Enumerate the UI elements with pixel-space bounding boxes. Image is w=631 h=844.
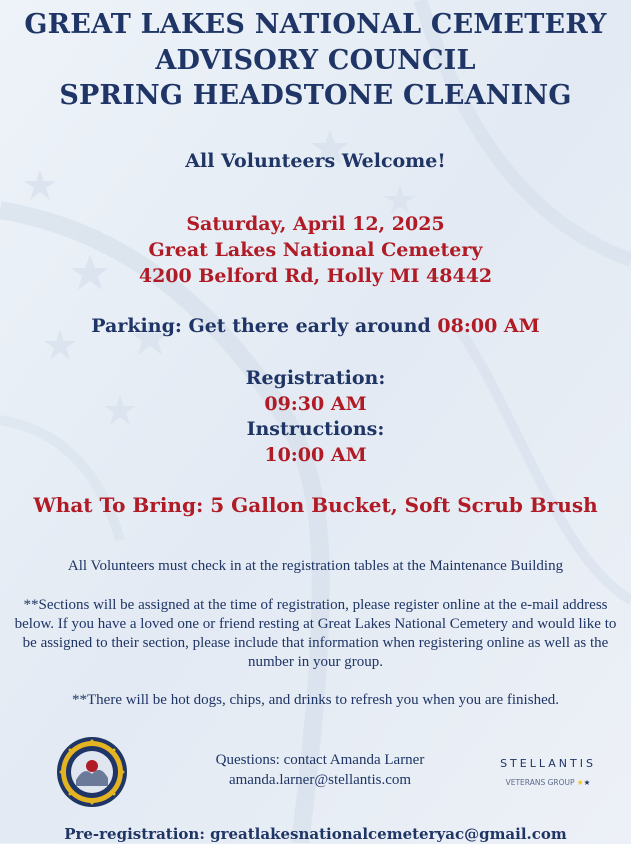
registration-time: 09:30 AM [264,393,367,415]
blue-star-icon: ★ [583,778,591,787]
stellantis-logo [488,757,608,787]
what-to-bring: What To Bring: 5 Gallon Bucket, Soft Scrub Brush [33,493,598,517]
event-date: Saturday, April 12, 2025 [186,213,445,235]
event-place: Great Lakes National Cemetery [148,239,483,261]
preregistration-email[interactable]: Pre-registration: greatlakesnationalcemeteryac@gmail.com [64,825,567,843]
welcome-text: All Volunteers Welcome! [185,150,446,172]
yellow-star-icon: ★ [576,778,584,787]
checkin-paragraph: All Volunteers must check in at the registration tables at the Maintenance Building [67,558,564,574]
title-line-3: SPRING HEADSTONE CLEANING [59,80,572,111]
stellantis-name: STELLANTIS [500,757,596,770]
title-line-2: ADVISORY COUNCIL [155,45,476,76]
parking-label: Parking: Get there early around [91,315,438,337]
veterans-group-text: VETERANS GROUP [505,778,575,787]
event-address: 4200 Belford Rd, Holly MI 48442 [138,265,493,287]
parking-line [0,314,631,339]
registration-label: Registration: [245,367,386,389]
parking-time: 08:00 AM [437,315,540,337]
contact-email[interactable]: amanda.larner@stellantis.com [228,772,412,788]
advisory-council-seal-logo [56,736,128,808]
instructions-label: Instructions: [246,418,385,440]
veterans-group-label [488,778,608,787]
contact-line: Questions: contact Amanda Larner [215,752,425,768]
instructions-time: 10:00 AM [264,444,367,466]
title-line-1: GREAT LAKES NATIONAL CEMETERY [24,9,607,40]
sections-paragraph: **Sections will be assigned at the time of registration, please register online at the e-mail address below. If you have a loved one or friend resting at Great Lakes National Cemetery and would like to be assigned to their section, please include that information when registering online as well as the number in your group. [14,597,617,670]
food-paragraph: **There will be hot dogs, chips, and drinks to refresh you when you are finished. [72,692,559,708]
